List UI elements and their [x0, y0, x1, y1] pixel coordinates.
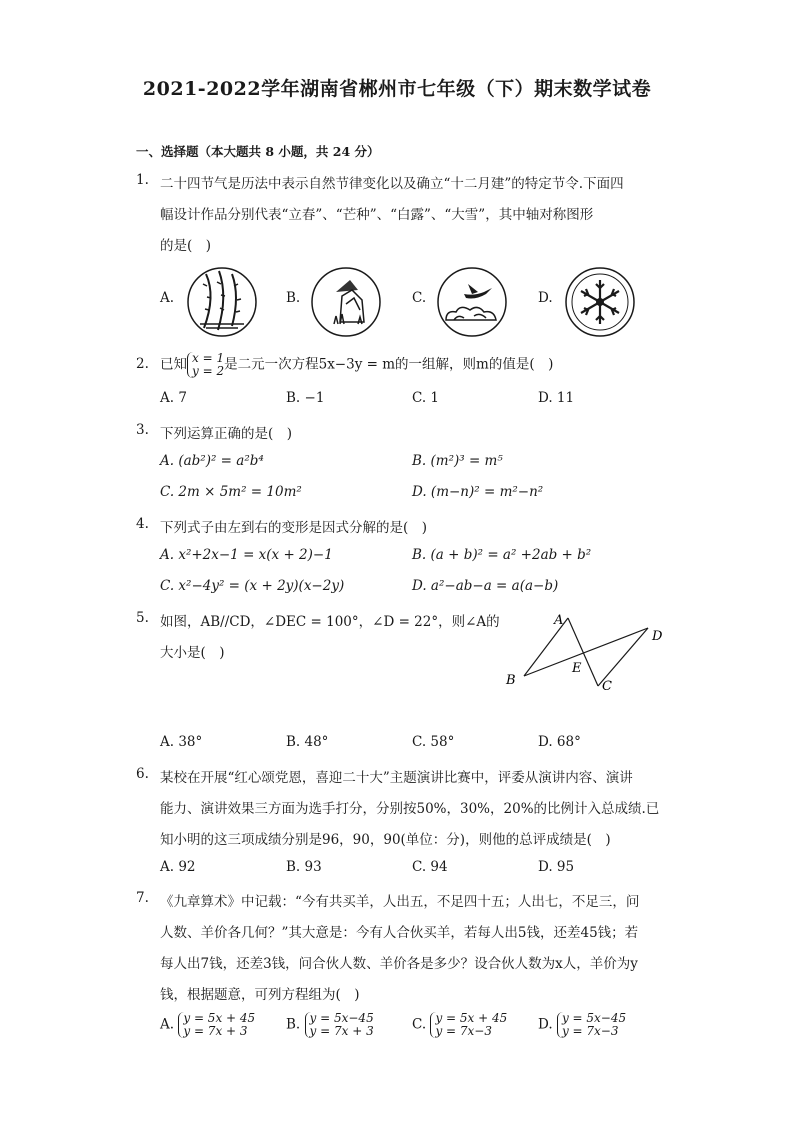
question-text-line: 下列运算正确的是( ): [160, 426, 293, 442]
question-3: [136, 422, 696, 502]
option-a: A. 7: [160, 390, 187, 406]
question-text-line: 如图，AB//CD，∠DEC = 100°，∠D = 22°，则∠A的: [160, 614, 500, 630]
option-a: A. (ab²)² = a²b⁴: [160, 453, 264, 469]
question-text-line: 人数、羊价各几何？”其大意是：今有人合伙买羊，若每人出5钱，还差45钱；若: [160, 925, 639, 941]
option-label: D.: [538, 1016, 553, 1033]
question-text-line: 的是( ): [160, 238, 212, 254]
option-d: [538, 1012, 626, 1038]
question-number: 1.: [136, 172, 149, 188]
option-c: C. x²−4y² = (x + 2y)(x−2y): [160, 578, 345, 594]
option-b: [286, 1012, 374, 1038]
question-number: 5.: [136, 610, 149, 626]
option-c-label: C.: [412, 290, 427, 306]
point-label-a: A: [554, 613, 564, 628]
question-number: 7.: [136, 890, 149, 906]
question-text-line: 每人出7钱，还差3钱，问合伙人数、羊价各是多少？设合伙人数为x人，羊价为y: [160, 956, 638, 972]
option-b: B. −1: [286, 390, 325, 406]
point-label-d: D: [652, 629, 663, 644]
equation-line: y = 2: [192, 364, 225, 378]
snowflake-circle-icon: [564, 266, 636, 338]
willow-circle-icon: [186, 266, 258, 338]
option-a-label: A.: [160, 290, 175, 306]
equation-line: y = 7x + 3: [183, 1024, 248, 1038]
option-label: C.: [412, 1016, 427, 1033]
option-d: D. 95: [538, 859, 575, 875]
option-label: B.: [286, 1016, 301, 1033]
option-b-label: B.: [286, 290, 301, 306]
mountain-circle-icon: [310, 266, 382, 338]
question-text-line: 二十四节气是历法中表示自然节律变化以及确立“十二月建”的特定节令.下面四: [160, 176, 624, 192]
option-b: B. 48°: [286, 734, 329, 750]
equation-line: y = 7x + 3: [309, 1024, 374, 1038]
option-c: C. 58°: [412, 734, 455, 750]
option-c: C. 1: [412, 390, 440, 406]
equation-line: y = 7x−3: [561, 1024, 619, 1038]
question-text-line: 大小是( ): [160, 645, 225, 661]
option-c: C. 94: [412, 859, 448, 875]
question-number: 3.: [136, 422, 149, 438]
option-d: D. (m−n)² = m²−n²: [412, 484, 544, 500]
option-b: B. (a + b)² = a² +2ab + b²: [412, 547, 592, 563]
question-suffix: 是二元一次方程5x−3y = m的一组解，则m的值是( ): [224, 356, 554, 373]
geometry-figure: [496, 610, 696, 700]
option-d-label: D.: [538, 290, 553, 306]
option-a: [160, 1012, 255, 1038]
point-label-e: E: [572, 661, 582, 676]
equation-line: y = 5x−45: [561, 1011, 627, 1025]
question-text-line: 能力、演讲效果三方面为选手打分，分别按50%，30%，20%的比例计入总成绩.已: [160, 801, 660, 817]
question-text-line: 知小明的这三项成绩分别是96，90，90(单位：分)，则他的总评成绩是( ): [160, 832, 611, 848]
question-text-line: 下列式子由左到右的变形是因式分解的是( ): [160, 520, 428, 536]
option-a: A. 38°: [160, 734, 203, 750]
question-text-line: 某校在开展“红心颂党恩，喜迎二十大”主题演讲比赛中，评委从演讲内容、演讲: [160, 770, 633, 786]
question-number: 4.: [136, 516, 149, 532]
option-a: A. 92: [160, 859, 196, 875]
option-label: A.: [160, 1016, 175, 1033]
option-d: D. a²−ab−a = a(a−b): [412, 578, 559, 594]
section-heading: 一、选择题（本大题共 8 小题，共 24 分）: [136, 144, 380, 159]
equation-system: [187, 352, 224, 378]
bird-cloud-circle-icon: [436, 266, 508, 338]
question-number: 6.: [136, 766, 149, 782]
question-4: [136, 516, 696, 596]
equation-line: y = 5x + 45: [183, 1011, 256, 1025]
equation-line: x = 1: [192, 351, 225, 365]
page-title: 2021-2022学年湖南省郴州市七年级（下）期末数学试卷: [142, 78, 652, 100]
option-c: [412, 1012, 507, 1038]
equation-line: y = 7x−3: [435, 1024, 492, 1038]
segment-dc: [598, 628, 648, 686]
option-a: A. x²+2x−1 = x(x + 2)−1: [160, 547, 333, 563]
question-7: [136, 890, 696, 1050]
option-d: D. 11: [538, 390, 575, 406]
point-label-c: C: [602, 679, 612, 694]
question-text-line: 钱，根据题意，可列方程组为( ): [160, 987, 360, 1003]
equation-line: y = 5x + 45: [435, 1011, 508, 1025]
question-text-line: 《九章算术》中记载：“今有共买羊，人出五，不足四十五；人出七，不足三，问: [160, 894, 640, 910]
question-text-line: 幅设计作品分别代表“立春”、“芒种”、“白露”、“大雪”，其中轴对称图形: [160, 207, 594, 223]
option-c: C. 2m × 5m² = 10m²: [160, 484, 302, 500]
equation-line: y = 5x−45: [309, 1011, 374, 1025]
question-prefix: 已知: [160, 356, 187, 373]
option-b: B. 93: [286, 859, 322, 875]
question-text-line: [160, 352, 553, 378]
question-6: [136, 766, 696, 876]
question-number: 2.: [136, 356, 149, 372]
option-d: D. 68°: [538, 734, 581, 750]
question-2: [136, 352, 696, 412]
question-5: [136, 610, 696, 750]
question-1: [136, 172, 696, 342]
point-label-b: B: [506, 673, 516, 688]
option-b: B. (m²)³ = m⁵: [412, 453, 503, 469]
